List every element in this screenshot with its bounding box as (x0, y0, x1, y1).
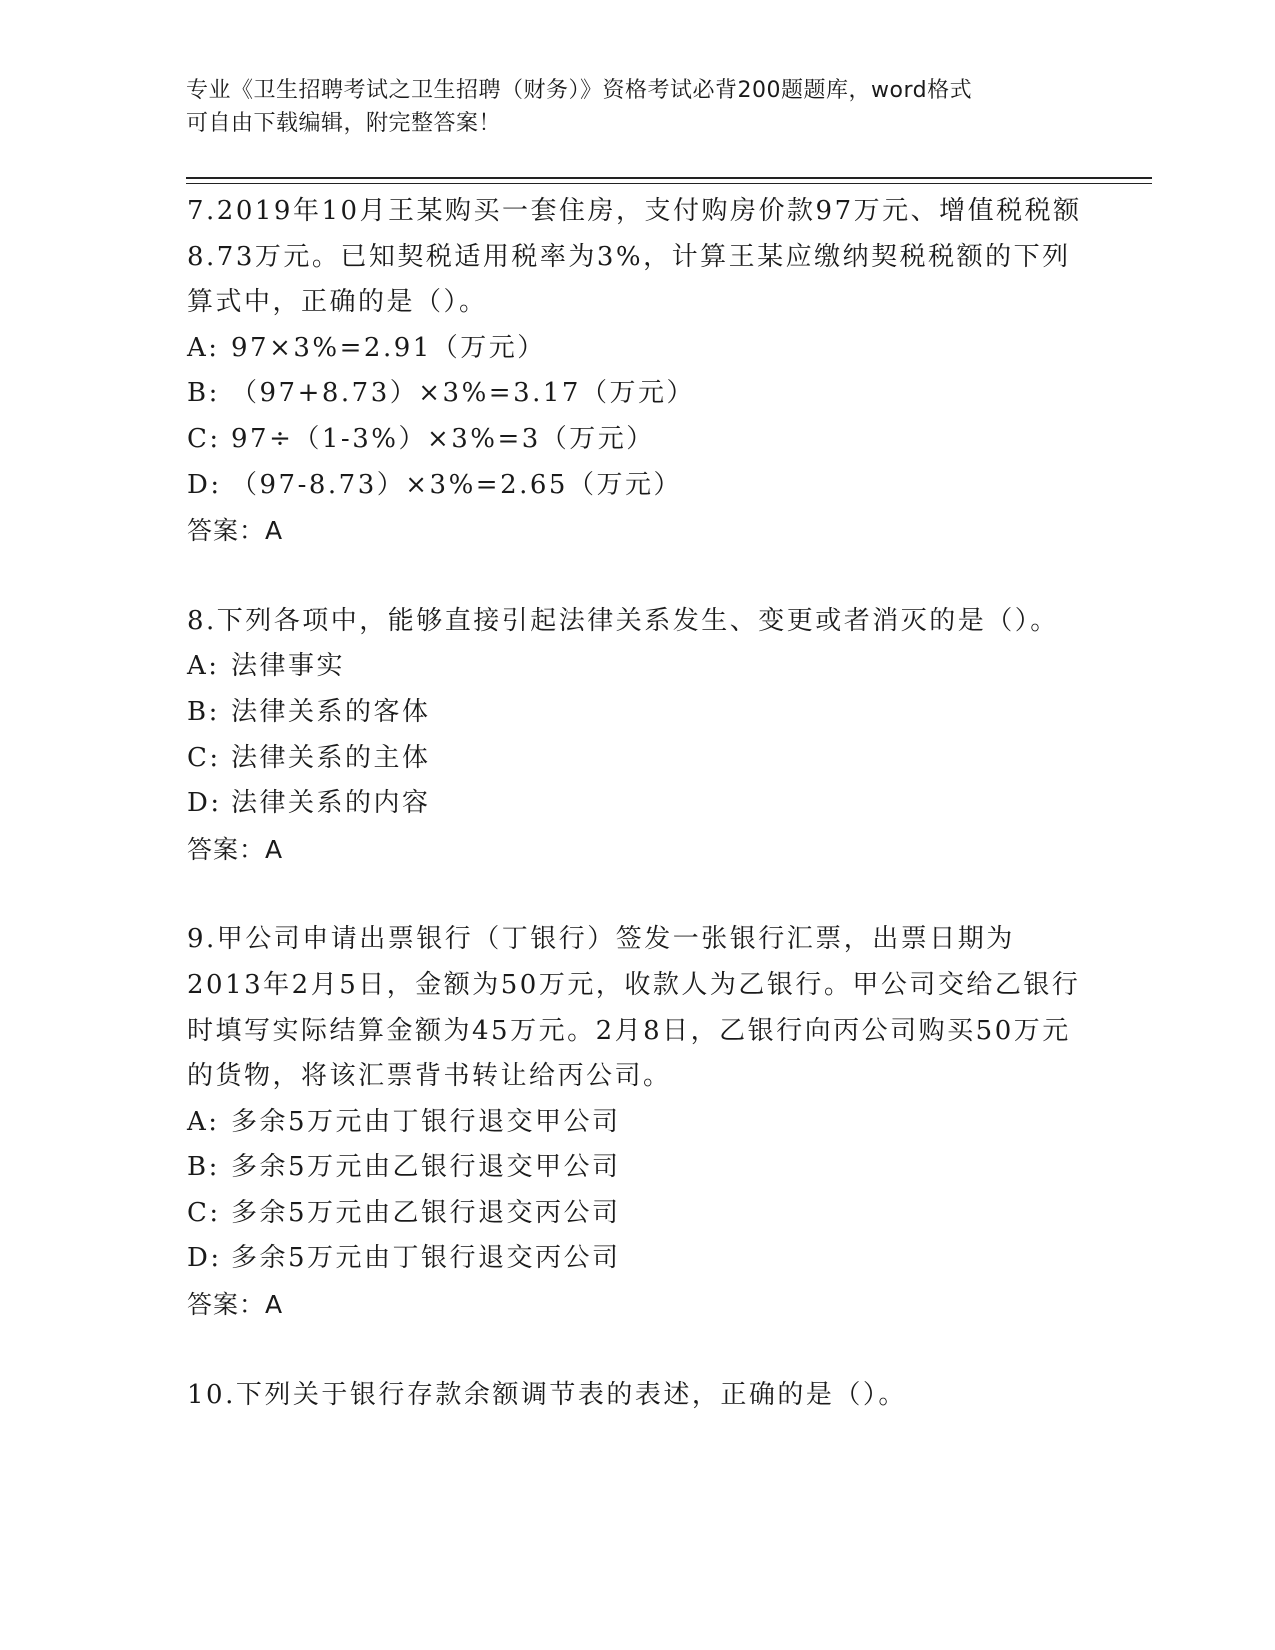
question-10 (187, 1373, 1087, 1419)
option-label: C: (187, 423, 221, 454)
option-c (187, 417, 1087, 463)
question-9 (187, 917, 1087, 1327)
option-label: C: (187, 1197, 221, 1228)
question-list (187, 189, 1087, 1418)
header-divider-thick (186, 177, 1152, 179)
option-b (187, 371, 1087, 417)
option-text: 多余5万元由乙银行退交甲公司 (231, 1152, 621, 1183)
question-stem: 8.下列各项中，能够直接引起法律关系发生、变更或者消灭的是（）。 (187, 605, 1059, 636)
option-d (187, 463, 1087, 509)
option-label: A: (187, 332, 220, 363)
answer: 答案：A (187, 1290, 284, 1320)
option-text: 多余5万元由丁银行退交丙公司 (231, 1243, 621, 1274)
option-text: （97-8.73）×3%=2.65（万元） (231, 469, 682, 500)
option-a (187, 644, 1087, 690)
question-stem: 10.下列关于银行存款余额调节表的表述，正确的是（）。 (187, 1379, 907, 1410)
option-d (187, 781, 1087, 827)
answer: 答案：A (187, 516, 284, 546)
question-7 (187, 189, 1087, 554)
option-text: 多余5万元由乙银行退交丙公司 (231, 1197, 621, 1228)
option-d (187, 1236, 1087, 1282)
question-stem: 9.甲公司申请出票银行（丁银行）签发一张银行汇票，出票日期为2013年2月5日，金额为50万元，收款人为乙银行。甲公司交给乙银行时填写实际结算金额为45万元。2月8日，乙银行向丙公司购买50万元的货物，将该汇票背书转让给丙公司。 (187, 924, 1081, 1092)
option-a (187, 1100, 1087, 1146)
header-line-2: 可自由下载编辑，附完整答案！ (186, 111, 502, 136)
option-text: 97×3%=2.91（万元） (231, 332, 546, 363)
option-text: 多余5万元由丁银行退交甲公司 (231, 1106, 621, 1137)
question-8 (187, 599, 1087, 873)
option-label: D: (187, 1243, 222, 1274)
option-label: D: (187, 469, 222, 500)
document-header (186, 74, 1086, 140)
option-c (187, 736, 1087, 782)
option-label: B: (187, 1152, 220, 1183)
option-c (187, 1191, 1087, 1237)
option-a (187, 326, 1087, 372)
option-label: B: (187, 696, 220, 727)
option-text: 法律关系的客体 (231, 696, 431, 727)
option-label: A: (187, 651, 220, 682)
question-stem: 7.2019年10月王某购买一套住房，支付购房价款97万元、增值税税额8.73万元。已知契税适用税率为3%，计算王某应缴纳契税税额的下列算式中，正确的是（）。 (187, 196, 1082, 318)
header-line-1: 专业《卫生招聘考试之卫生招聘（财务）》资格考试必背200题题库，word格式 (186, 78, 973, 103)
option-label: B: (187, 378, 220, 409)
option-label: D: (187, 788, 222, 819)
option-text: 法律事实 (231, 651, 346, 682)
header-divider-thin (186, 183, 1152, 184)
option-b (187, 690, 1087, 736)
option-label: C: (187, 742, 221, 773)
answer: 答案：A (187, 834, 284, 864)
option-text: 97÷（1-3%）×3%=3（万元） (231, 423, 655, 454)
option-text: 法律关系的内容 (231, 788, 431, 819)
option-text: 法律关系的主体 (231, 742, 431, 773)
option-b (187, 1145, 1087, 1191)
option-label: A: (187, 1106, 220, 1137)
option-text: （97+8.73）×3%=3.17（万元） (231, 378, 695, 409)
